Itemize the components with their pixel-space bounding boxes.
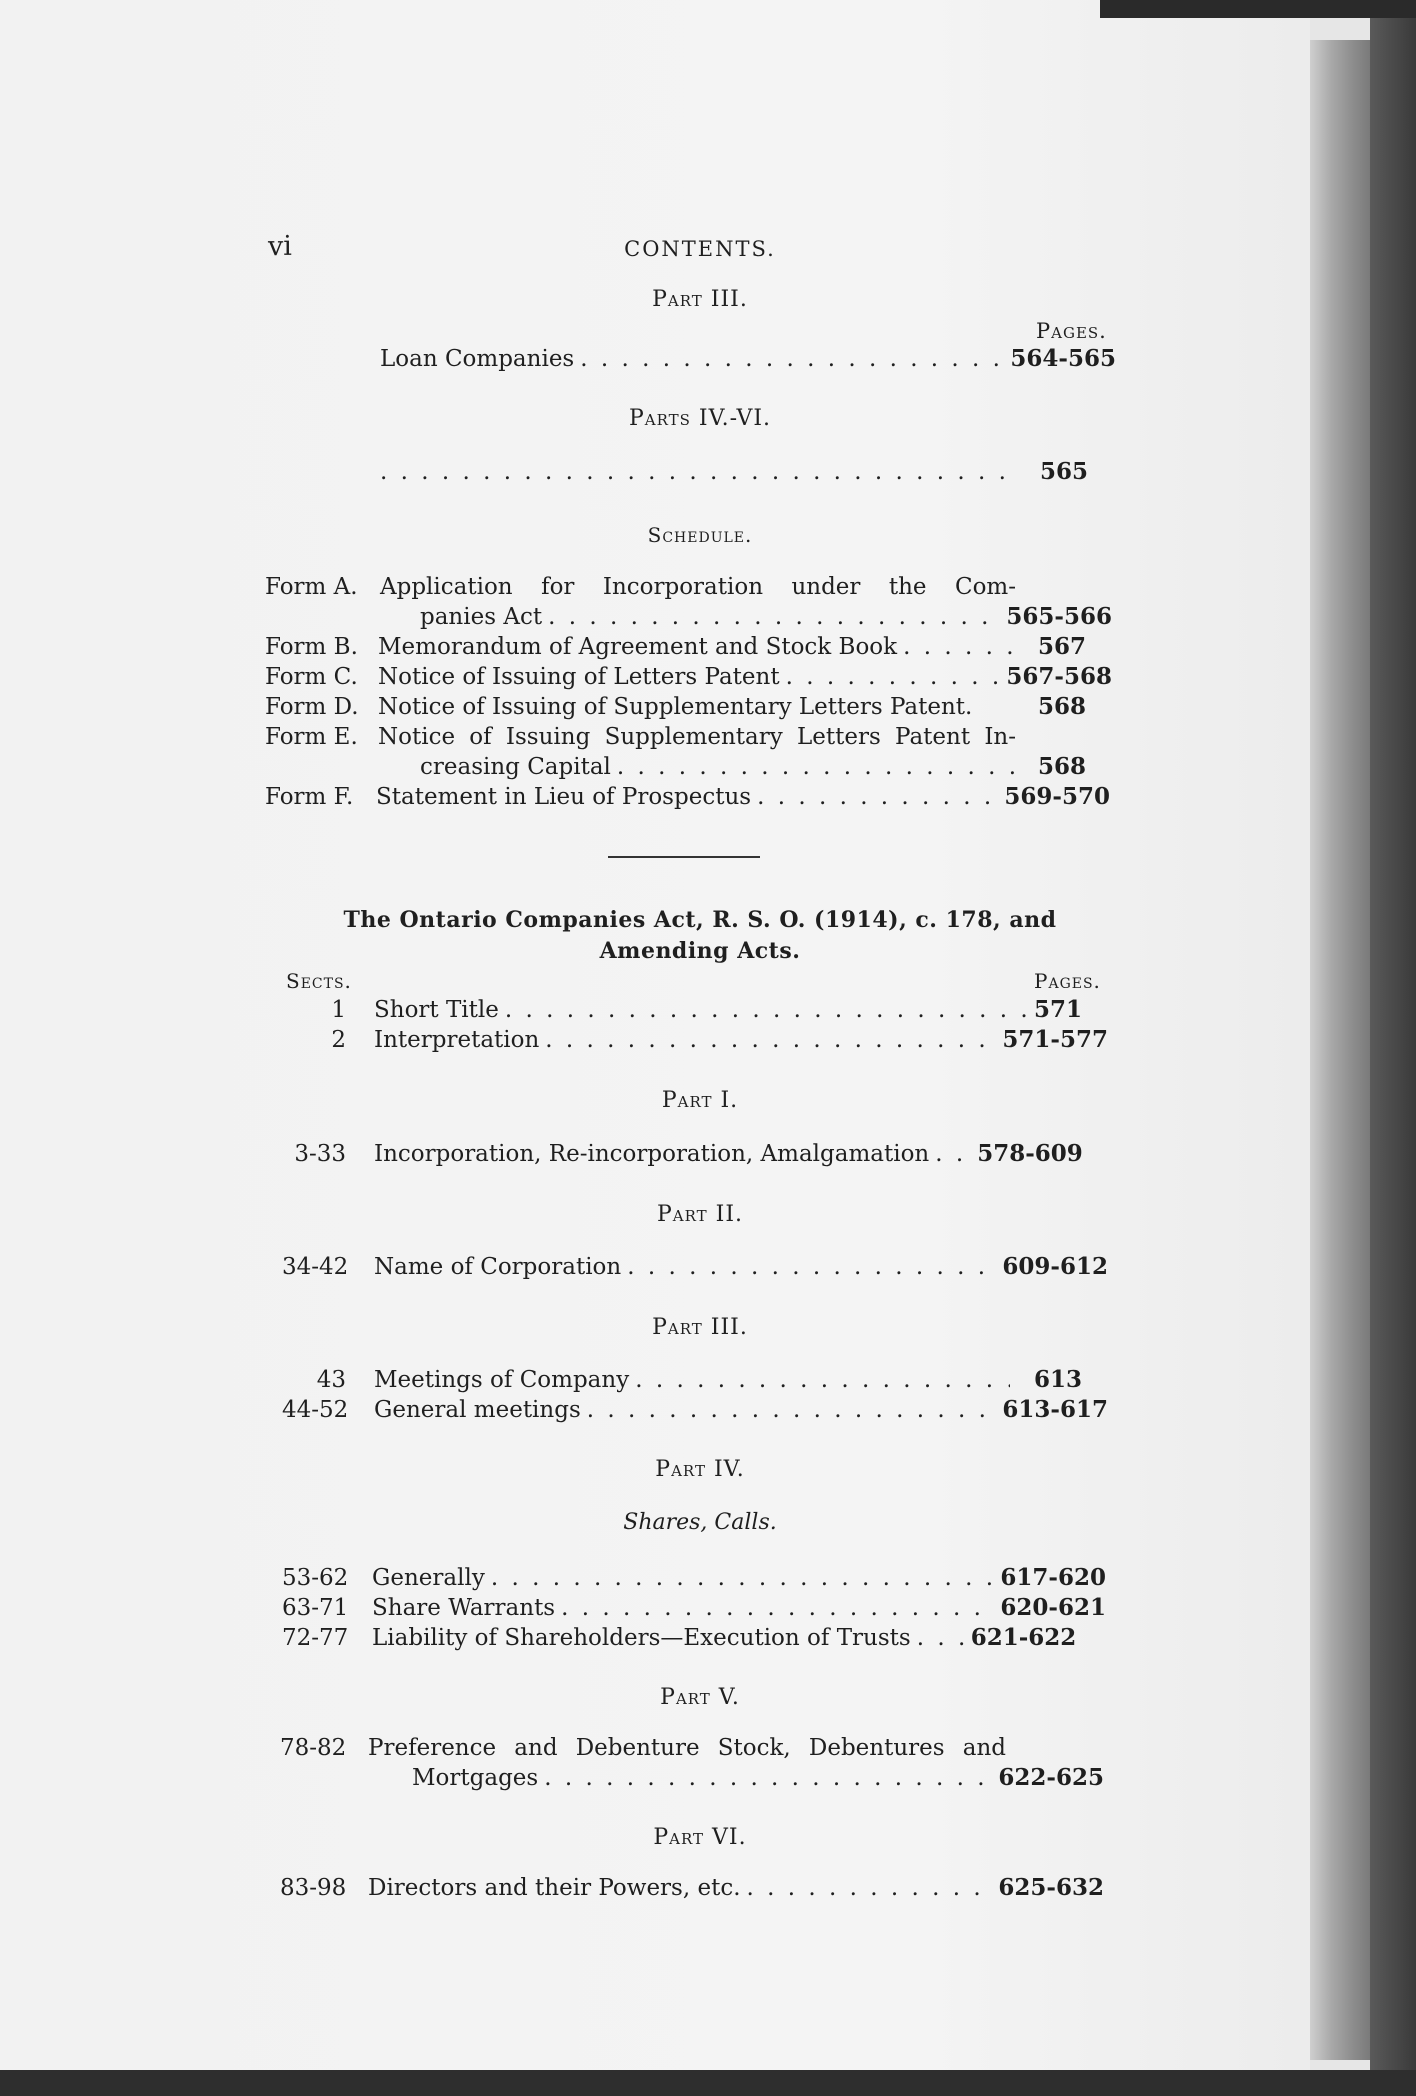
schedule-heading: Schedule. [647,523,753,547]
pages-label: Pages. [1034,969,1101,993]
toc-entry [380,457,1088,487]
part-heading: Part III. [652,287,748,312]
dot-leader [617,752,1018,782]
entry-title-line1: Application for Incorporation under the Com- [380,574,1016,600]
entry-title-line1: Preference and Debenture Stock, Debentures and [368,1735,1006,1761]
toc-entry [420,602,1112,632]
toc-entry [282,1563,1106,1593]
toc-entry [378,662,1112,692]
entry-title: Incorporation, Re-incorporation, Amalgamation [374,1141,930,1167]
section-number: 34-42 [282,1254,349,1280]
entry-title: Memorandum of Agreement and Stock Book [378,634,898,660]
entry-title: Notice of Issuing of Supplementary Letters Patent. [378,694,973,720]
section-number: 78-82 [280,1735,347,1761]
entry-pages: 625-632 [998,1874,1104,1901]
pages-label: Pages. [1036,319,1107,343]
entry-title: General meetings [374,1397,581,1423]
section-number: 63-71 [282,1595,349,1621]
entry-title: Meetings of Company [374,1367,630,1393]
entry-pages: 568 [1037,753,1086,780]
toc-entry [282,1025,1108,1055]
entry-pages: 564-565 [1010,345,1116,372]
entry-title: Name of Corporation [374,1254,622,1280]
section-number: 83-98 [280,1875,347,1901]
dot-leader [491,1563,995,1593]
dot-leader [935,1139,971,1169]
dot-leader [587,1395,997,1425]
section-number: 2 [331,1027,346,1053]
toc-entry [282,995,1108,1025]
part-heading: Parts IV.-VI. [628,406,772,431]
entry-pages: 617-620 [1000,1564,1106,1591]
section-number: 72-77 [282,1625,349,1651]
toc-entry [282,1252,1108,1282]
toc-entry [282,1365,1108,1395]
dot-leader [786,662,1001,692]
entry-pages: 569-570 [1004,783,1110,810]
part-subheading: Shares, Calls. [623,1510,777,1535]
section-number: 53-62 [282,1565,349,1591]
running-title: CONTENTS. [624,237,776,261]
part-heading: Part V. [660,1685,740,1710]
entry-pages: 609-612 [1002,1253,1108,1280]
part-heading: Part IV. [655,1457,745,1482]
entry-pages: 568 [1037,693,1086,720]
entry-title: Generally [372,1565,485,1591]
toc-entry [282,1593,1106,1623]
entry-pages: 571 [1033,996,1082,1023]
form-label: Form D. [265,694,359,720]
toc-entry [412,1763,1104,1793]
act-title: The Ontario Companies Act, R. S. O. (1914), c. 178, and [343,907,1057,933]
entry-title: Loan Companies [380,346,575,372]
entry-pages: 565 [1039,458,1088,485]
entry-title-line2: creasing Capital [420,754,611,780]
dot-leader [917,1623,965,1653]
section-number: 1 [331,997,346,1023]
dot-leader [580,344,1004,374]
form-label: Form C. [265,664,358,690]
entry-pages: 620-621 [1000,1594,1106,1621]
dot-leader [903,632,1018,662]
toc-entry [282,1395,1108,1425]
toc-entry [380,344,1116,374]
entry-pages: 621-622 [970,1624,1077,1651]
entry-pages: 613-617 [1002,1396,1108,1423]
entry-pages: 567-568 [1006,663,1112,690]
dot-leader [747,1873,993,1903]
dot-leader [505,995,1028,1025]
entry-pages: 567 [1037,633,1086,660]
toc-entry [420,752,1086,782]
entry-title: Share Warrants [372,1595,556,1621]
section-number: 44-52 [282,1397,349,1423]
dot-leader [545,1025,996,1055]
toc-entry [376,782,1110,812]
form-label: Form A. [265,574,358,600]
sects-label: Sects. [286,969,352,993]
form-label: Form B. [265,634,358,660]
part-heading: Part III. [652,1315,748,1340]
dot-leader [757,782,998,812]
dot-leader [561,1593,994,1623]
entry-title: Statement in Lieu of Prospectus [376,784,752,810]
form-label: Form F. [265,784,354,810]
entry-pages: 565-566 [1006,603,1112,630]
entry-title-line2: Mortgages [412,1765,539,1791]
page-number: vi [268,231,292,262]
part-heading: Part II. [656,1202,744,1227]
section-divider [608,856,760,858]
entry-pages: 578-609 [977,1140,1083,1167]
entry-title: Interpretation [374,1027,540,1053]
toc-entry [282,1623,1106,1653]
toc-entry [378,692,1086,722]
book-spine-shadow [1310,40,1370,2060]
part-heading: Part I. [661,1088,739,1113]
entry-pages: 613 [1033,1366,1082,1393]
entry-title: Notice of Issuing of Letters Patent [378,664,780,690]
toc-entry [282,1139,1108,1169]
entry-title-line2: panies Act [420,604,543,630]
dot-leader [548,602,1000,632]
dot-leader [635,1365,1010,1395]
section-number: 43 [316,1367,346,1393]
toc-entry [378,632,1086,662]
entry-title: Short Title [374,997,499,1023]
act-title-line2: Amending Acts. [599,938,801,964]
dot-leader [627,1252,996,1282]
toc-entry [280,1873,1104,1903]
entry-pages: 622-625 [998,1764,1104,1791]
form-label: Form E. [265,724,358,750]
entry-title: Liability of Shareholders—Execution of Trusts [372,1625,911,1651]
part-heading: Part VI. [653,1825,747,1850]
section-number: 3-33 [294,1141,346,1167]
dot-leader [380,457,1010,487]
entry-title: Directors and their Powers, etc. [368,1875,741,1901]
entry-title-line1: Notice of Issuing Supplementary Letters Patent In- [378,724,1016,750]
entry-pages: 571-577 [1002,1026,1108,1053]
dot-leader [544,1763,992,1793]
